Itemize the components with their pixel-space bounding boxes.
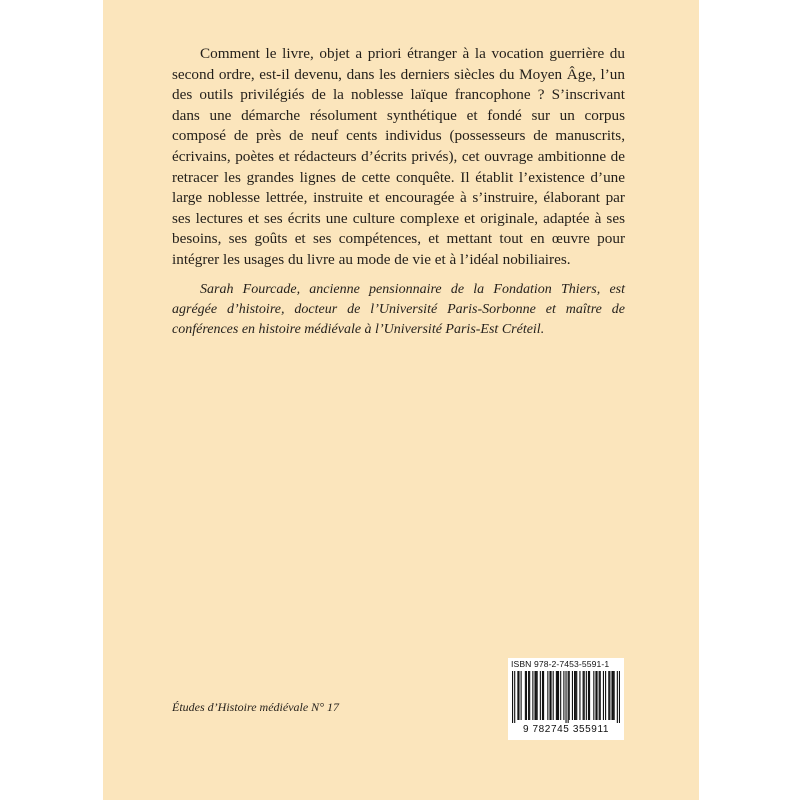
book-summary: Comment le livre, objet a priori étranger à la vocation guerrière du second ordre, est-il devenu, dans les derniers siècles du Moyen Âge, l’un des outils privilégiés de la noblesse laïque francophone ? S’inscrivant dans une démarche résolument synthétique et fondé sur un corpus composé de près de neuf cents individus (possesseurs de manuscrits, écrivains, poètes et rédacteurs d’écrits privés), cet ouvrage ambitionne de retracer les grandes lignes de cette conquête. Il établit l’existence d’une large noblesse lettrée, instruite et encouragée à s’instruire, élaborant par ses lectures et ses écrits une culture complexe et originale, adaptée à ses besoins, ses goûts et ses compétences, et mettant tout en œuvre pour intégrer les usages du livre au mode de vie et à l’idéal nobiliaires. bbox=[172, 45, 625, 268]
barcode-block bbox=[508, 658, 624, 740]
isbn-label: ISBN 978-2-7453-5591-1 bbox=[511, 659, 610, 669]
author-bio: Sarah Fourcade, ancienne pensionnaire de la Fondation Thiers, est agrégée d’histoire, docteur de l’Université Paris-Sorbonne et maître de conférences en histoire médiévale à l’Université Paris-Est Créteil. bbox=[172, 282, 625, 337]
series-label: Études d’Histoire médiévale N° 17 bbox=[172, 700, 339, 714]
barcode-icon bbox=[512, 671, 620, 723]
ean-digits: 9 782745 355911 bbox=[522, 724, 610, 735]
